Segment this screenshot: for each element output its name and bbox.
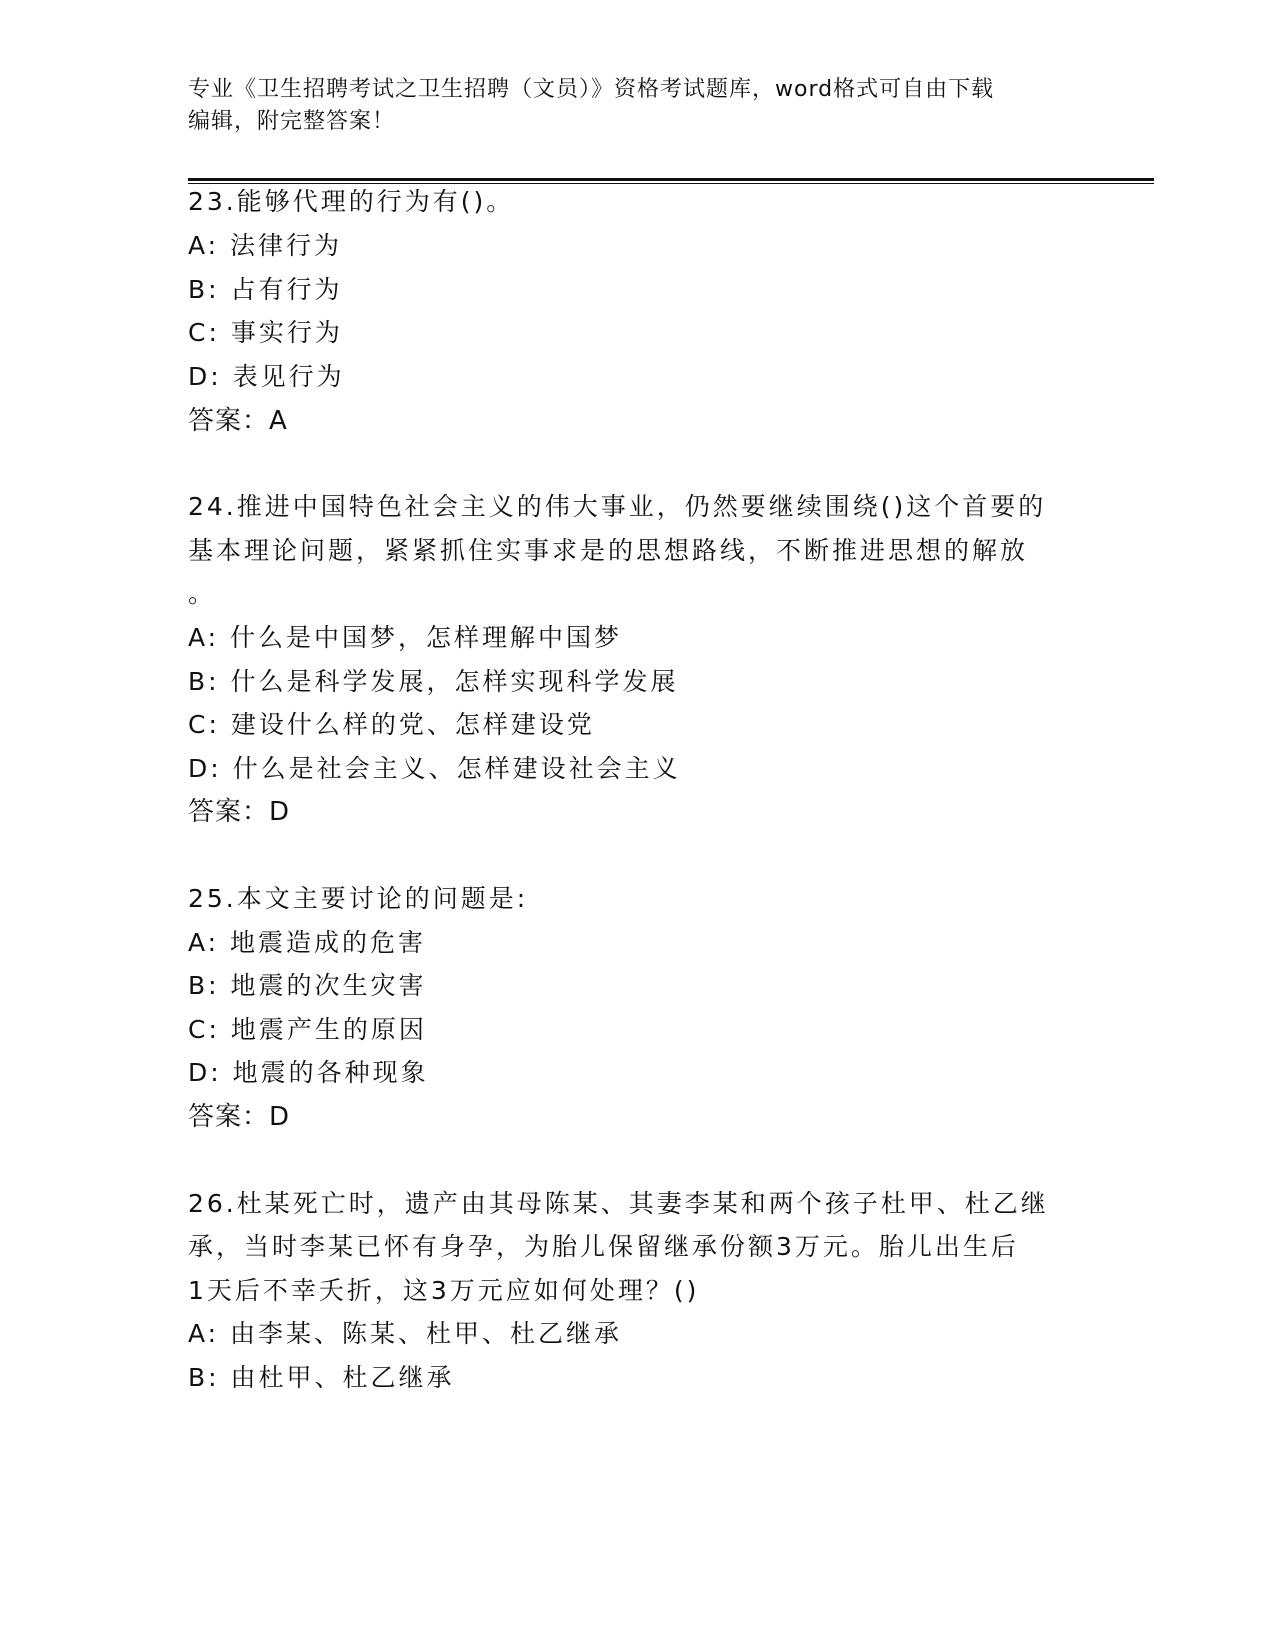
header-line-2: 编辑，附完整答案！ <box>188 109 396 134</box>
question-25-option-a: A: 地震造成的危害 <box>188 928 427 957</box>
question-26-option-b: B: 由杜甲、杜乙继承 <box>188 1363 455 1392</box>
question-25-option-d: D: 地震的各种现象 <box>188 1058 429 1087</box>
question-24-stem-line-1: 24.推进中国特色社会主义的伟大事业，仍然要继续围绕()这个首要的 <box>188 492 1047 521</box>
document-header <box>188 74 1088 138</box>
question-24-stem-line-2: 基本理论问题，紧紧抓住实事求是的思想路线，不断推进思想的解放 <box>188 536 1029 565</box>
question-24-option-d: D: 什么是社会主义、怎样建设社会主义 <box>188 754 681 783</box>
question-26-option-a: A: 由李某、陈某、杜甲、杜乙继承 <box>188 1319 623 1348</box>
question-23-answer: 答案：A <box>188 406 288 436</box>
question-25-answer: 答案：D <box>188 1102 291 1132</box>
question-25-option-b: B: 地震的次生灾害 <box>188 971 427 1000</box>
question-23-option-c: C: 事实行为 <box>188 318 343 347</box>
question-25-option-c: C: 地震产生的原因 <box>188 1015 427 1044</box>
header-divider-thin <box>188 183 1154 184</box>
question-24-option-a: A: 什么是中国梦，怎样理解中国梦 <box>188 623 623 652</box>
question-23-option-b: B: 占有行为 <box>188 275 343 304</box>
question-23-option-d: D: 表见行为 <box>188 362 345 391</box>
question-24-answer: 答案：D <box>188 797 291 827</box>
header-divider-thick <box>188 178 1154 181</box>
header-line-1: 专业《卫生招聘考试之卫生招聘（文员）》资格考试题库，word格式可自由下载 <box>188 77 995 102</box>
question-26-stem-line-1: 26.杜某死亡时，遗产由其母陈某、其妻李某和两个孩子杜甲、杜乙继 <box>188 1189 1049 1218</box>
question-26-stem-line-3: 1天后不幸夭折，这3万元应如何处理？() <box>188 1276 700 1305</box>
question-24-stem-line-3: 。 <box>188 579 217 608</box>
question-24-option-b: B: 什么是科学发展，怎样实现科学发展 <box>188 667 679 696</box>
question-23-option-a: A: 法律行为 <box>188 231 343 260</box>
question-26-stem-line-2: 承，当时李某已怀有身孕，为胎儿保留继承份额3万元。胎儿出生后 <box>188 1232 1019 1261</box>
question-23-stem: 23.能够代理的行为有()。 <box>188 187 515 216</box>
question-25-stem: 25.本文主要讨论的问题是: <box>188 884 529 913</box>
question-24-option-c: C: 建设什么样的党、怎样建设党 <box>188 710 595 739</box>
